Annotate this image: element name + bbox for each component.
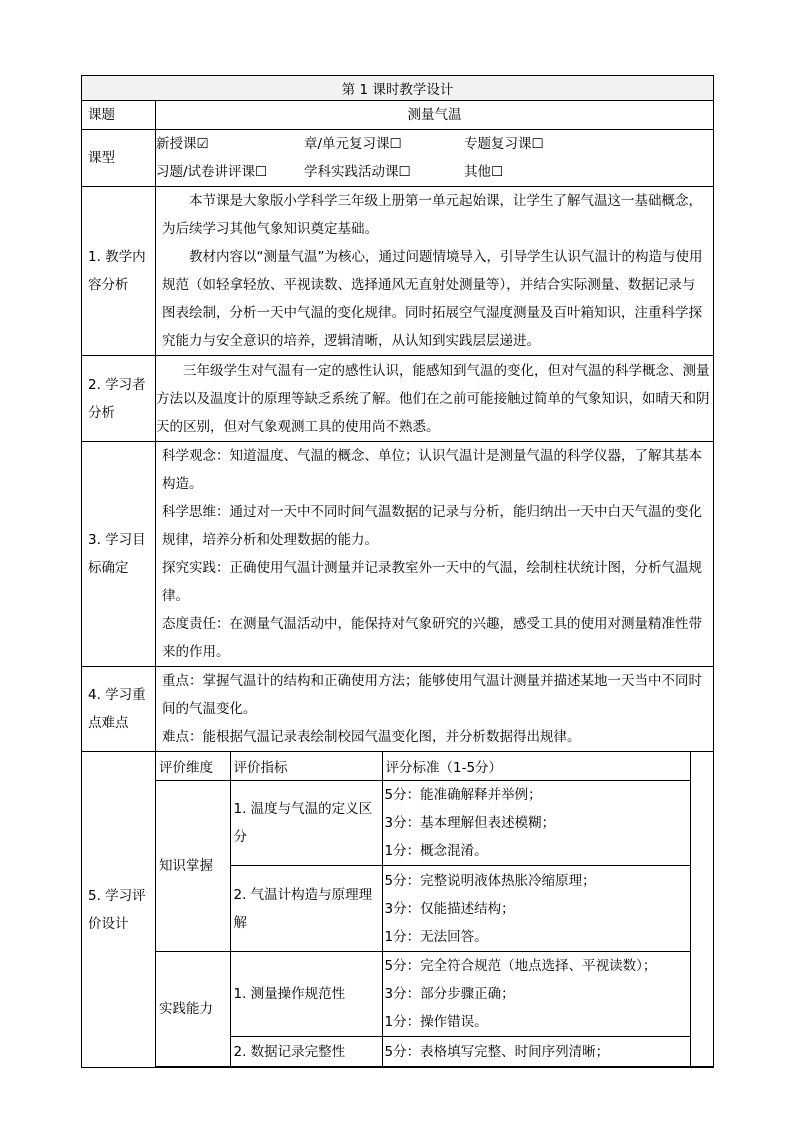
- criteria-line: 3分：部分步骤正确；: [384, 986, 515, 1002]
- key-point-item: 重点：掌握气温计的结构和正确使用方法；能够使用气温计测量并描述某地一天当中不同时间的气温变化。: [162, 673, 702, 717]
- eval-criteria: [382, 866, 690, 952]
- criteria-line: 5分：完整说明液体热胀冷缩原理；: [384, 872, 596, 889]
- objective-item: 态度责任：在测量气温活动中，能保持对气象研究的兴趣，感受工具的使用对测量精准性带来的作用。: [162, 616, 702, 660]
- eval-header-criteria: 评分标准（1-5分）: [382, 752, 690, 781]
- eval-dimension: 实践能力: [156, 952, 230, 1067]
- eval-criteria: [382, 952, 690, 1037]
- criteria-line: 5分：完全符合规范（地点选择、平视读数）；: [384, 958, 657, 974]
- objectives-label: 3. 学习目标确定: [82, 442, 156, 667]
- evaluation-table: [156, 752, 714, 1067]
- criteria-line: 1分：操作错误。: [384, 1014, 488, 1030]
- learner-analysis-text: 三年级学生对气温有一定的感性认识，能感知到气温的变化，但对气温的科学概念、测量方法以及温度计的原理等缺乏系统了解。他们在之前可能接触过简单的气象知识，如晴天和阴天的区别，但对气象观测工具的使用尚不熟悉。: [156, 356, 714, 442]
- eval-indicator: 2. 数据记录完整性: [230, 1037, 382, 1067]
- lesson-type-option: 新授课☑: [156, 136, 209, 152]
- content-paragraph: 本节课是大象版小学科学三年级上册第一单元起始课，让学生了解气温这一基础概念，为后续学习其他气象知识奠定基础。: [162, 193, 702, 237]
- criteria-line: 5分：表格填写完整、时间序列清晰；: [384, 1043, 610, 1060]
- lesson-type-option: 章/单元复习课☐: [304, 136, 402, 152]
- eval-criteria: [382, 781, 690, 866]
- content-paragraph: 教材内容以“测量气温”为核心，通过问题情境导入，引导学生认识气温计的构造与使用规范（如轻拿轻放、平视读数、选择通风无直射处测量等），并结合实际测量、数据记录与图表绘制，分析一天中气温的变化规律。同时拓展空气湿度测量及百叶箱知识，注重科学探究能力与安全意识的培养，逻辑清晰，从认知到实践层层递进。: [162, 249, 703, 349]
- content-analysis-body: [156, 187, 714, 356]
- lesson-type-options: [156, 130, 714, 187]
- eval-indicator: 1. 测量操作规范性: [230, 952, 382, 1037]
- lesson-plan-table: [81, 75, 714, 1068]
- learner-analysis-label: 2. 学习者分析: [82, 356, 156, 442]
- eval-header-dimension: 评价维度: [156, 752, 230, 781]
- eval-indicator: 1. 温度与气温的定义区分: [230, 781, 382, 866]
- objective-item: 科学思维：通过对一天中不同时间气温数据的记录与分析，能归纳出一天中白天气温的变化规律，培养分析和处理数据的能力。: [162, 504, 702, 548]
- lesson-plan-page: [81, 75, 713, 1060]
- criteria-line: 5分：能准确解释并举例；: [384, 787, 542, 803]
- topic-value: 测量气温: [156, 101, 714, 130]
- eval-dimension: 知识掌握: [156, 781, 230, 952]
- criteria-line: 3分：仅能描述结构；: [384, 900, 515, 917]
- key-point-item: 难点：能根据气温记录表绘制校园气温变化图，并分析数据得出规律。: [162, 729, 581, 745]
- eval-header-indicator: 评价指标: [230, 752, 382, 781]
- content-analysis-label: 1. 教学内容分析: [82, 187, 156, 356]
- eval-indicator: 2. 气温计构造与原理理解: [230, 866, 382, 952]
- evaluation-label: 5. 学习评价设计: [82, 752, 156, 1068]
- lesson-type-option: 习题/试卷讲评课☐: [156, 164, 268, 180]
- criteria-line: 1分：无法回答。: [384, 928, 488, 945]
- key-points-body: [156, 667, 714, 752]
- key-points-label: 4. 学习重点难点: [82, 667, 156, 752]
- evaluation-cell: [156, 752, 714, 1068]
- lesson-type-label: 课型: [82, 130, 156, 187]
- eval-right-margin: [690, 752, 714, 1067]
- objective-item: 探究实践：正确使用气温计测量并记录教室外一天中的气温，绘制柱状统计图，分析气温规律。: [162, 560, 702, 604]
- lesson-type-option: 其他☐: [464, 164, 504, 180]
- objective-item: 科学观念：知道温度、气温的概念、单位；认识气温计是测量气温的科学仪器，了解其基本构造。: [162, 448, 702, 492]
- lesson-type-option: 专题复习课☐: [464, 136, 544, 152]
- criteria-line: 3分：基本理解但表述模糊；: [384, 815, 556, 831]
- table-title: 第 1 课时教学设计: [82, 76, 714, 101]
- lesson-type-option: 学科实践活动课☐: [304, 164, 411, 180]
- topic-label: 课题: [82, 101, 156, 130]
- objectives-body: [156, 442, 714, 667]
- criteria-line: 1分：概念混淆。: [384, 843, 488, 859]
- eval-criteria: [382, 1037, 690, 1067]
